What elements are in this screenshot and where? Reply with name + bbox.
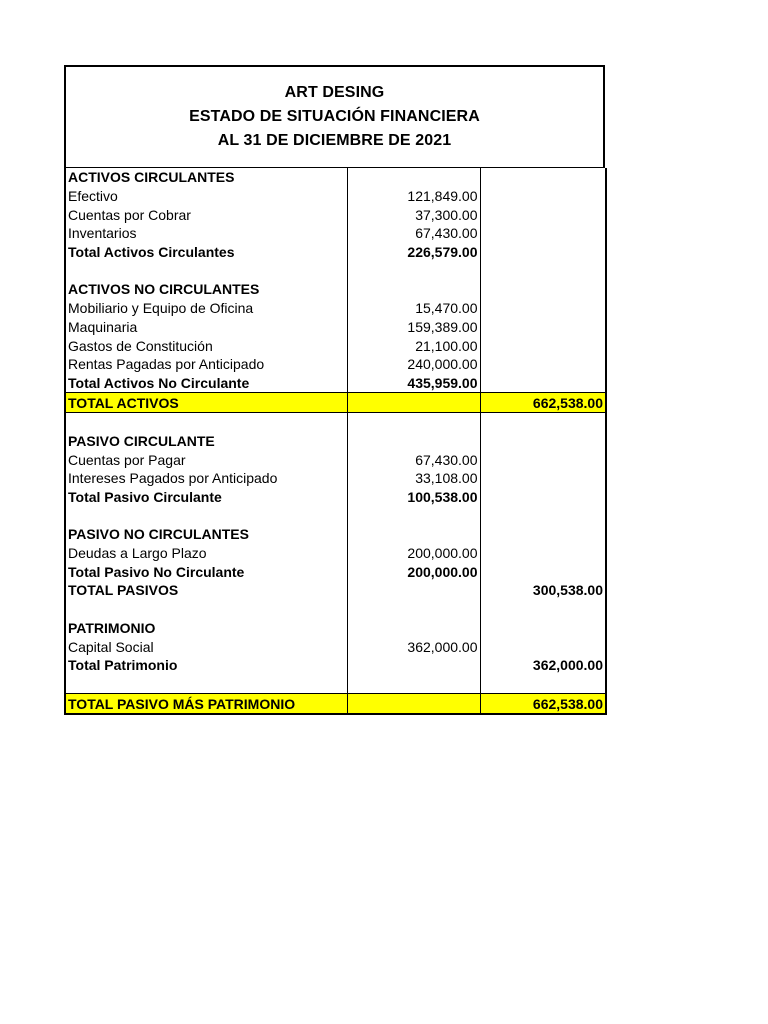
table-row [65, 544, 606, 563]
row-label: Maquinaria [65, 318, 347, 337]
row-subtotal-value [347, 412, 480, 431]
table-row [65, 261, 606, 280]
row-subtotal-value [347, 581, 480, 600]
row-total-value [480, 619, 606, 638]
row-total-value: 300,538.00 [480, 581, 606, 600]
balance-sheet [64, 65, 605, 715]
row-label: Gastos de Constitución [65, 336, 347, 355]
row-subtotal-value [347, 168, 480, 187]
table-row [65, 318, 606, 337]
row-subtotal-value: 159,389.00 [347, 318, 480, 337]
row-label: Total Patrimonio [65, 656, 347, 675]
row-subtotal-value [347, 432, 480, 451]
report-title: ESTADO DE SITUACIÓN FINANCIERA [189, 108, 480, 125]
table-row [65, 525, 606, 544]
row-label: ACTIVOS CIRCULANTES [65, 168, 347, 187]
row-label: Total Activos No Circulante [65, 374, 347, 393]
row-subtotal-value [347, 525, 480, 544]
table-row [65, 432, 606, 451]
row-subtotal-value: 67,430.00 [347, 450, 480, 469]
table-row [65, 600, 606, 619]
table-row [65, 637, 606, 656]
row-total-value [480, 600, 606, 619]
row-total-value [480, 469, 606, 488]
table-row [65, 374, 606, 393]
row-total-value: 362,000.00 [480, 656, 606, 675]
row-label [65, 675, 347, 694]
row-total-value [480, 506, 606, 525]
row-label: Total Pasivo Circulante [65, 488, 347, 507]
row-total-value [480, 318, 606, 337]
row-total-value [480, 544, 606, 563]
row-subtotal-value: 21,100.00 [347, 336, 480, 355]
row-label: ACTIVOS NO CIRCULANTES [65, 280, 347, 299]
row-label [65, 600, 347, 619]
row-subtotal-value: 100,538.00 [347, 488, 480, 507]
row-label [65, 506, 347, 525]
row-label: Mobiliario y Equipo de Oficina [65, 299, 347, 318]
row-subtotal-value: 435,959.00 [347, 374, 480, 393]
row-subtotal-value: 121,849.00 [347, 187, 480, 206]
row-subtotal-value: 200,000.00 [347, 544, 480, 563]
row-label: Efectivo [65, 187, 347, 206]
row-subtotal-value: 37,300.00 [347, 205, 480, 224]
row-total-value [480, 168, 606, 187]
row-subtotal-value [347, 675, 480, 694]
row-total-value [480, 299, 606, 318]
row-total-value [480, 280, 606, 299]
row-total-value [480, 205, 606, 224]
row-total-value: 662,538.00 [480, 694, 606, 714]
table-row [65, 336, 606, 355]
row-total-value [480, 355, 606, 374]
row-total-value [480, 374, 606, 393]
table-row [65, 205, 606, 224]
row-total-value [480, 187, 606, 206]
table-row [65, 224, 606, 243]
table-row [65, 412, 606, 431]
table-row [65, 619, 606, 638]
row-subtotal-value [347, 619, 480, 638]
row-total-value [480, 261, 606, 280]
table-row [65, 562, 606, 581]
balance-table [64, 168, 607, 715]
row-label: Capital Social [65, 637, 347, 656]
row-total-value [480, 432, 606, 451]
row-subtotal-value [347, 506, 480, 525]
row-label: Total Activos Circulantes [65, 243, 347, 262]
table-row [65, 187, 606, 206]
row-label: PATRIMONIO [65, 619, 347, 638]
row-label [65, 412, 347, 431]
row-subtotal-value [347, 656, 480, 675]
table-row [65, 488, 606, 507]
table-row [65, 355, 606, 374]
row-total-value [480, 450, 606, 469]
row-total-value [480, 336, 606, 355]
table-row [65, 469, 606, 488]
row-total-value [480, 675, 606, 694]
row-subtotal-value: 362,000.00 [347, 637, 480, 656]
row-total-value [480, 525, 606, 544]
table-row [65, 450, 606, 469]
table-row [65, 243, 606, 262]
row-subtotal-value [347, 694, 480, 714]
table-row [65, 675, 606, 694]
report-date: AL 31 DE DICIEMBRE DE 2021 [217, 132, 452, 149]
balance-rows [65, 168, 606, 714]
row-total-value [480, 488, 606, 507]
row-label: PASIVO CIRCULANTE [65, 432, 347, 451]
row-subtotal-value [347, 393, 480, 413]
row-label: Deudas a Largo Plazo [65, 544, 347, 563]
row-total-value: 662,538.00 [480, 393, 606, 413]
row-subtotal-value [347, 600, 480, 619]
table-row [65, 168, 606, 187]
table-row [65, 656, 606, 675]
row-label: Cuentas por Pagar [65, 450, 347, 469]
row-subtotal-value: 240,000.00 [347, 355, 480, 374]
row-subtotal-value: 15,470.00 [347, 299, 480, 318]
row-label: PASIVO NO CIRCULANTES [65, 525, 347, 544]
table-row [65, 280, 606, 299]
row-subtotal-value: 200,000.00 [347, 562, 480, 581]
row-total-value [480, 562, 606, 581]
row-subtotal-value: 67,430.00 [347, 224, 480, 243]
row-total-value [480, 224, 606, 243]
row-subtotal-value: 33,108.00 [347, 469, 480, 488]
table-row [65, 581, 606, 600]
row-label: Intereses Pagados por Anticipado [65, 469, 347, 488]
row-label: TOTAL ACTIVOS [65, 393, 347, 413]
row-subtotal-value [347, 261, 480, 280]
table-row [65, 694, 606, 714]
sheet-header [64, 65, 605, 168]
row-label [65, 261, 347, 280]
table-row [65, 506, 606, 525]
row-label: Total Pasivo No Circulante [65, 562, 347, 581]
row-subtotal-value: 226,579.00 [347, 243, 480, 262]
row-label: Inventarios [65, 224, 347, 243]
row-total-value [480, 412, 606, 431]
row-subtotal-value [347, 280, 480, 299]
row-total-value [480, 243, 606, 262]
row-label: Cuentas por Cobrar [65, 205, 347, 224]
table-row [65, 299, 606, 318]
row-label: TOTAL PASIVOS [65, 581, 347, 600]
row-label: TOTAL PASIVO MÁS PATRIMONIO [65, 694, 347, 714]
row-total-value [480, 637, 606, 656]
row-label: Rentas Pagadas por Anticipado [65, 355, 347, 374]
company-name: ART DESING [284, 84, 385, 101]
table-row [65, 393, 606, 413]
